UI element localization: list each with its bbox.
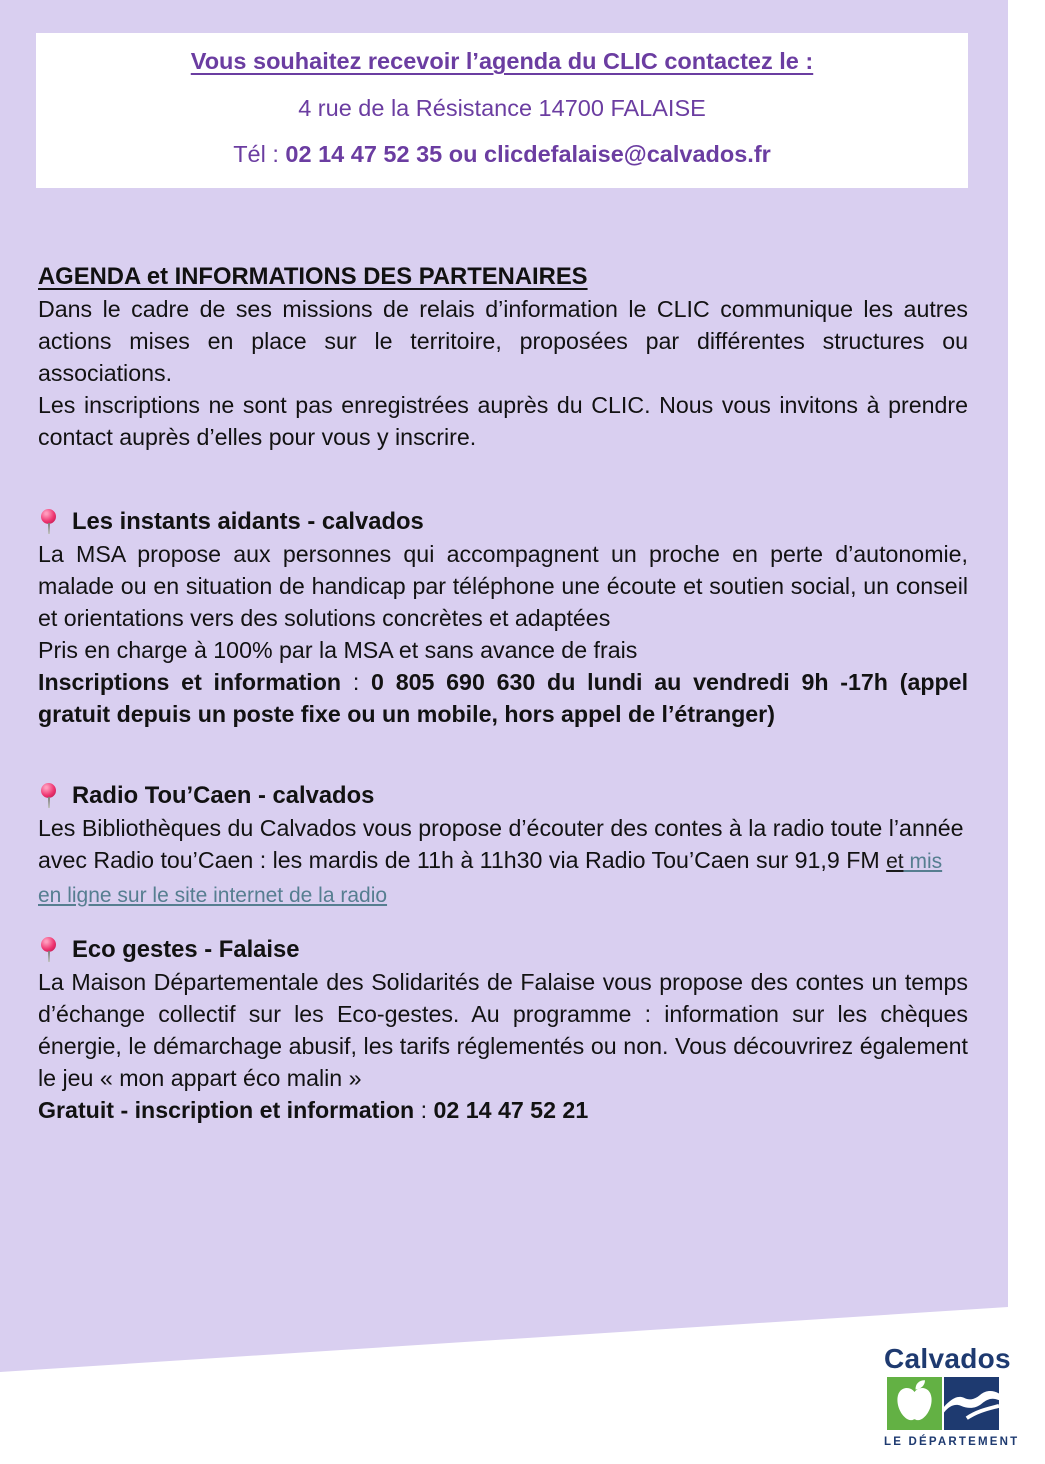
contact-bold-label: Gratuit - inscription et information (38, 1097, 415, 1123)
tel-label: Tél : (233, 141, 286, 167)
wave-icon (944, 1377, 999, 1430)
contact-separator: : (414, 1097, 434, 1123)
main-content (38, 261, 968, 1126)
radio-website-link[interactable]: mis en ligne sur le site internet de la radio (38, 850, 943, 907)
contact-bold-value: 0 805 690 630 du lundi au vendredi 9h -17h (appel gratuit depuis un poste fixe ou un mobile, hors appel de l’étranger) (38, 669, 969, 727)
agenda-intro-paragraph-2: Les inscriptions ne sont pas enregistrées auprès du CLIC. Nous vous invitons à prendre contact auprès d’elles pour vous y inscrire. (38, 392, 968, 450)
section-eco-gestes-paragraph: La Maison Départementale des Solidarités de Falaise vous propose des contes un temps d’échange collectif sur les Eco-gestes. Au programme : information sur les chèques énergie, le démarchage abusif, les tarifs réglementés ou non. Vous découvrirez également le jeu « mon appart éco malin » (38, 969, 968, 1091)
section-instants-aidants-paragraph: La MSA propose aux personnes qui accompagnent un proche en perte d’autonomie, malade ou en situation de handicap par téléphone une écoute et soutien social, un conseil et orientations vers des solutions concrètes et adaptées (38, 541, 968, 631)
contact-separator: : (341, 669, 372, 695)
section-eco-gestes-heading (38, 934, 968, 966)
radio-paragraph-text: Les Bibliothèques du Calvados vous propose d’écouter des contes à la radio toute l’année avec Radio tou’Caen : les mardis de 11h à 11h30 via Radio Tou’Caen sur 91,9 FM (38, 815, 964, 873)
section-radio-toucaen-paragraph (38, 812, 968, 912)
tel-email-separator: ou (442, 141, 485, 167)
contact-address: 4 rue de la Résistance 14700 FALAISE (298, 95, 706, 121)
logo-wordmark: Calvados (884, 1343, 1011, 1374)
contact-bold-label: Inscriptions et information (38, 669, 342, 695)
section-instants-aidants-heading (38, 506, 968, 538)
pushpin-icon (41, 936, 57, 965)
section-eco-gestes-contact (38, 1094, 968, 1126)
agenda-heading: AGENDA et INFORMATIONS DES PARTENAIRES (38, 263, 588, 290)
contact-box-title: Vous souhaitez recevoir l’agenda du CLIC contactez le : (190, 48, 814, 74)
calvados-logo (884, 1343, 1020, 1448)
pushpin-icon (41, 508, 57, 537)
apple-icon (887, 1377, 942, 1430)
contact-tel-line (36, 139, 968, 169)
section-radio-toucaen-heading (38, 780, 968, 812)
contact-email: clicdefalaise@calvados.fr (484, 141, 771, 167)
logo-subtitle: LE DÉPARTEMENT (884, 1436, 1020, 1448)
pushpin-icon (41, 782, 57, 811)
section-title: Eco gestes - Falaise (72, 936, 300, 963)
section-title: Les instants aidants - calvados (72, 508, 424, 535)
section-instants-aidants-line: Pris en charge à 100% par la MSA et sans avance de frais (38, 637, 638, 663)
agenda-intro-paragraph-1: Dans le cadre de ses missions de relais d’information le CLIC communique les autres actions mises en place sur le territoire, proposées par différentes structures ou associations. (38, 296, 968, 386)
section-instants-aidants-contact (38, 666, 968, 730)
contact-box (36, 33, 968, 188)
radio-link-prefix: et (886, 850, 904, 873)
contact-bold-value: 02 14 47 52 21 (433, 1097, 589, 1123)
section-title: Radio Tou’Caen - calvados (72, 782, 375, 809)
logo-squares (884, 1377, 1002, 1430)
tel-number: 02 14 47 52 35 (285, 141, 443, 167)
